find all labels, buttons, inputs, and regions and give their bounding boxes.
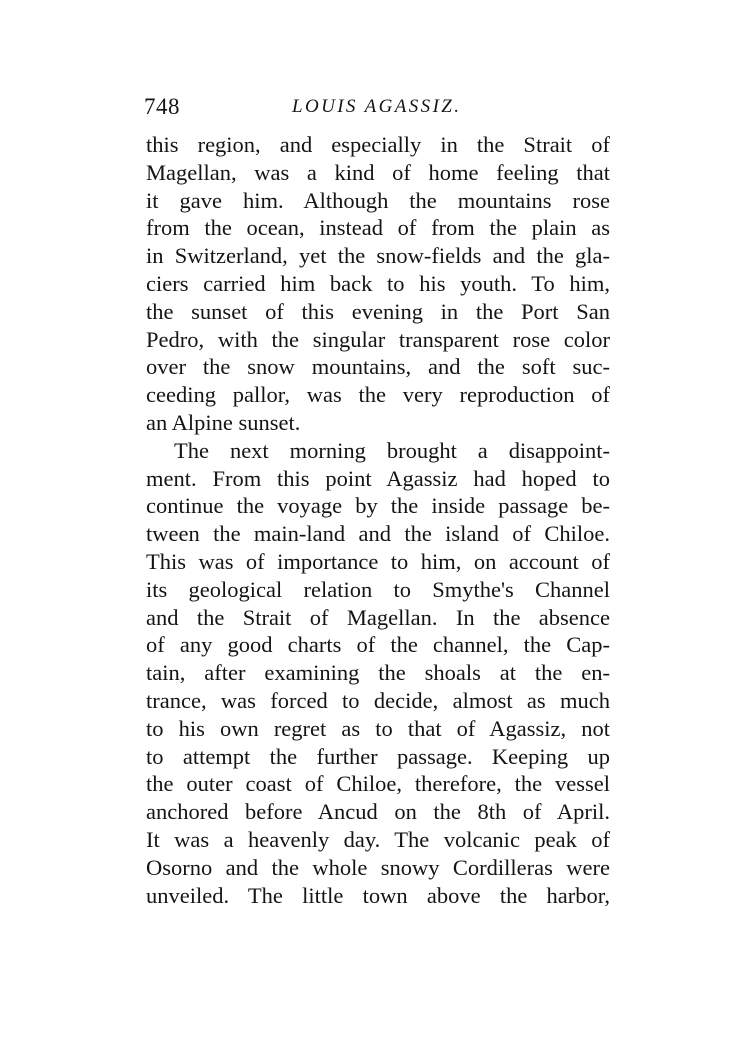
text-line: ment. From this point Agassiz had hoped to <box>146 465 610 491</box>
text-line: and the Strait of Magellan. In the absence <box>146 604 610 630</box>
text-line: Osorno and the whole snowy Cordilleras were <box>146 854 610 880</box>
body-text <box>146 131 610 909</box>
text-line: tween the main-land and the island of Chiloe. <box>146 521 610 547</box>
running-head: LOUIS AGASSIZ. <box>292 96 462 117</box>
text-line: ciers carried him back to his youth. To him, <box>146 270 610 296</box>
text-line: The next morning brought a disappoint- <box>174 437 610 463</box>
text-line: from the ocean, instead of from the plain as <box>146 215 610 241</box>
text-line: Magellan, was a kind of home feeling that <box>146 159 610 185</box>
page-header <box>144 92 610 126</box>
text-line: its geological relation to Smythe's Channel <box>146 576 610 602</box>
text-line: it gave him. Although the mountains rose <box>146 187 610 213</box>
text-line: ceeding pallor, was the very reproduction of <box>146 382 610 408</box>
text-line: This was of importance to him, on account of <box>146 548 610 574</box>
text-line: to attempt the further passage. Keeping up <box>146 743 610 769</box>
text-line: anchored before Ancud on the 8th of April. <box>146 799 610 825</box>
text-line: continue the voyage by the inside passage be- <box>146 493 610 519</box>
text-line: an Alpine sunset. <box>146 409 301 435</box>
text-line: tain, after examining the shoals at the en- <box>146 660 610 686</box>
text-line: unveiled. The little town above the harbor, <box>146 882 610 908</box>
text-line: this region, and especially in the Strait of <box>146 132 610 157</box>
text-line: over the snow mountains, and the soft suc- <box>146 354 610 380</box>
text-line: Pedro, with the singular transparent rose color <box>146 326 610 352</box>
page-number: 748 <box>144 94 180 119</box>
text-line: of any good charts of the channel, the Cap- <box>146 632 610 658</box>
text-line: the outer coast of Chiloe, therefore, the vessel <box>146 771 610 797</box>
text-line: trance, was forced to decide, almost as much <box>146 687 610 713</box>
text-line: the sunset of this evening in the Port San <box>146 298 610 324</box>
text-line: in Switzerland, yet the snow-fields and the gla- <box>146 243 610 269</box>
text-line: to his own regret as to that of Agassiz, not <box>146 715 610 741</box>
text-line: It was a heavenly day. The volcanic peak of <box>146 826 610 852</box>
